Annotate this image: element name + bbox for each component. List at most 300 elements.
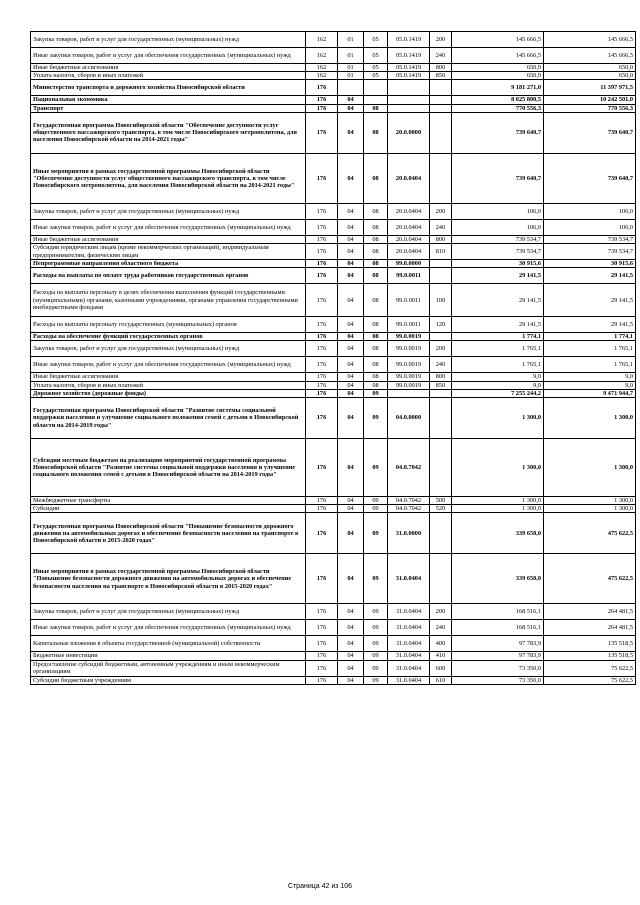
row-expense-type: 410 — [430, 652, 452, 660]
row-name: Закупка товаров, работ и услуг для государственных (муниципальных) нужд — [31, 341, 306, 357]
row-amount-year2: 650,0 — [544, 64, 636, 72]
row-section: 04 — [338, 620, 364, 636]
page-number: Страница 42 из 106 — [287, 883, 353, 890]
row-amount-year1: 73 350,0 — [452, 676, 544, 684]
row-subsection: 05 — [364, 32, 388, 48]
row-subsection — [364, 80, 388, 96]
row-ved: 176 — [306, 554, 338, 604]
row-expense-type: 240 — [430, 219, 452, 235]
row-name: Закупка товаров, работ и услуг для государственных (муниципальных) нужд — [31, 203, 306, 219]
row-amount-year2: 9,0 — [544, 381, 636, 389]
table-row — [31, 333, 636, 341]
row-expense-type — [430, 439, 452, 497]
row-section: 04 — [338, 260, 364, 268]
row-ved: 176 — [306, 357, 338, 373]
table-row — [31, 513, 636, 554]
row-amount-year2: 145 666,5 — [544, 32, 636, 48]
row-expense-type: 600 — [430, 660, 452, 676]
table-row — [31, 80, 636, 96]
table-row — [31, 112, 636, 153]
row-amount-year2: 135 518,5 — [544, 652, 636, 660]
row-expense-type — [430, 260, 452, 268]
table-row — [31, 268, 636, 284]
row-ved: 176 — [306, 513, 338, 554]
row-name: Субсидии — [31, 505, 306, 513]
budget-table-body — [31, 32, 636, 685]
row-section: 04 — [338, 341, 364, 357]
table-row — [31, 398, 636, 439]
row-name: Уплата налогов, сборов и иных платежей — [31, 72, 306, 80]
table-row — [31, 652, 636, 660]
row-name: Закупка товаров, работ и услуг для государственных (муниципальных) нужд — [31, 32, 306, 48]
row-section: 01 — [338, 64, 364, 72]
row-ved: 176 — [306, 80, 338, 96]
row-amount-year1: 29 141,5 — [452, 268, 544, 284]
row-expense-type: 200 — [430, 341, 452, 357]
row-name: Субсидии местным бюджетам на реализацию мероприятий государственной программы Новосибирской области "Развитие системы социальной поддержки населения и улучшение социального положения семей с детьми в Новосибирской области на 2014-2019 годы" — [31, 439, 306, 497]
row-amount-year1: 145 666,5 — [452, 32, 544, 48]
table-row — [31, 96, 636, 104]
row-target-code: 05.0.1419 — [388, 72, 430, 80]
row-amount-year2: 1 765,1 — [544, 357, 636, 373]
row-name: Иные закупки товаров, работ и услуг для обеспечения государственных (муниципальных) нужд — [31, 620, 306, 636]
row-amount-year2: 145 666,5 — [544, 48, 636, 64]
row-amount-year2: 135 518,5 — [544, 636, 636, 652]
row-target-code: 05.0.1419 — [388, 32, 430, 48]
row-expense-type: 610 — [430, 676, 452, 684]
row-section: 04 — [338, 268, 364, 284]
row-section: 04 — [338, 112, 364, 153]
row-target-code: 20.0.0404 — [388, 203, 430, 219]
row-name: Иные бюджетные ассигнования — [31, 373, 306, 381]
row-expense-type — [430, 398, 452, 439]
table-row — [31, 72, 636, 80]
row-amount-year1: 1 300,0 — [452, 505, 544, 513]
row-target-code: 05.0.1419 — [388, 64, 430, 72]
row-subsection: 05 — [364, 64, 388, 72]
row-target-code: 31.0.0404 — [388, 604, 430, 620]
row-subsection: 08 — [364, 357, 388, 373]
row-subsection: 08 — [364, 260, 388, 268]
row-ved: 176 — [306, 284, 338, 317]
row-section: 04 — [338, 203, 364, 219]
row-expense-type: 800 — [430, 235, 452, 243]
row-section: 04 — [338, 284, 364, 317]
row-target-code — [388, 104, 430, 112]
row-amount-year2: 30 915,6 — [544, 260, 636, 268]
row-amount-year2: 29 141,5 — [544, 317, 636, 333]
row-amount-year2: 11 397 971,5 — [544, 80, 636, 96]
row-section: 04 — [338, 676, 364, 684]
row-amount-year2: 739 640,7 — [544, 112, 636, 153]
table-row — [31, 636, 636, 652]
row-amount-year1: 73 350,0 — [452, 660, 544, 676]
row-subsection: 09 — [364, 439, 388, 497]
row-subsection: 08 — [364, 112, 388, 153]
row-expense-type: 200 — [430, 203, 452, 219]
row-target-code — [388, 96, 430, 104]
row-expense-type: 120 — [430, 317, 452, 333]
table-row — [31, 660, 636, 676]
row-expense-type — [430, 333, 452, 341]
row-ved: 176 — [306, 497, 338, 505]
row-ved: 176 — [306, 260, 338, 268]
row-amount-year2: 1 300,0 — [544, 505, 636, 513]
row-amount-year1: 145 666,5 — [452, 48, 544, 64]
row-ved: 176 — [306, 333, 338, 341]
row-amount-year1: 97 783,9 — [452, 636, 544, 652]
row-name: Дорожное хозяйство (дорожные фонды) — [31, 389, 306, 397]
row-amount-year2: 1 300,0 — [544, 398, 636, 439]
row-target-code: 31.0.0404 — [388, 676, 430, 684]
row-amount-year1: 739 640,7 — [452, 153, 544, 203]
row-target-code: 99.0.0011 — [388, 317, 430, 333]
row-expense-type: 240 — [430, 48, 452, 64]
table-row — [31, 373, 636, 381]
row-target-code: 31.0.0000 — [388, 513, 430, 554]
row-ved: 176 — [306, 341, 338, 357]
row-expense-type: 200 — [430, 604, 452, 620]
row-subsection: 08 — [364, 381, 388, 389]
row-amount-year1: 106,0 — [452, 219, 544, 235]
row-amount-year2: 739 534,7 — [544, 235, 636, 243]
row-target-code: 20.0.0404 — [388, 219, 430, 235]
row-target-code: 99.0.0019 — [388, 373, 430, 381]
row-target-code: 04.0.7042 — [388, 439, 430, 497]
row-amount-year2: 75 622,5 — [544, 660, 636, 676]
row-section: 04 — [338, 357, 364, 373]
row-ved: 176 — [306, 381, 338, 389]
row-section: 01 — [338, 72, 364, 80]
row-expense-type — [430, 80, 452, 96]
row-target-code: 99.0.0011 — [388, 268, 430, 284]
row-amount-year2: 9,0 — [544, 373, 636, 381]
row-subsection: 09 — [364, 554, 388, 604]
table-row — [31, 317, 636, 333]
row-amount-year1: 1 765,1 — [452, 357, 544, 373]
row-name: Иные мероприятия в рамках государственной программы Новосибирской области "Повышение безопасности дорожного движения на автомобильных дорогах и обеспечение безопасности населения на транспорте в Новосибирской области в 2015-2020 годах" — [31, 554, 306, 604]
table-row — [31, 32, 636, 48]
table-row — [31, 341, 636, 357]
row-amount-year1: 1 300,0 — [452, 398, 544, 439]
table-row — [31, 203, 636, 219]
row-subsection — [364, 96, 388, 104]
row-target-code: 20.0.0000 — [388, 112, 430, 153]
row-name: Государственная программа Новосибирской области "Повышение безопасности дорожного движения на автомобильных дорогах и обеспечение безопасности населения на транспорте в Новосибирской области в 2015-2020 годах" — [31, 513, 306, 554]
row-amount-year1: 650,0 — [452, 64, 544, 72]
row-amount-year2: 1 300,0 — [544, 497, 636, 505]
row-name: Бюджетные инвестиции — [31, 652, 306, 660]
row-subsection: 09 — [364, 676, 388, 684]
row-target-code: 99.0.0019 — [388, 381, 430, 389]
row-section: 04 — [338, 398, 364, 439]
row-amount-year2: 770 556,3 — [544, 104, 636, 112]
row-subsection: 09 — [364, 620, 388, 636]
row-target-code: 04.0.7042 — [388, 505, 430, 513]
row-target-code: 20.0.0404 — [388, 153, 430, 203]
row-name: Транспорт — [31, 104, 306, 112]
row-target-code: 31.0.0404 — [388, 660, 430, 676]
table-row — [31, 284, 636, 317]
row-amount-year1: 739 534,7 — [452, 244, 544, 260]
row-expense-type — [430, 153, 452, 203]
row-section — [338, 80, 364, 96]
row-section: 04 — [338, 554, 364, 604]
row-ved: 176 — [306, 652, 338, 660]
row-expense-type: 520 — [430, 505, 452, 513]
row-name: Капитальные вложения в объекты государственной (муниципальной) собственности — [31, 636, 306, 652]
row-amount-year2: 739 640,7 — [544, 153, 636, 203]
row-section: 04 — [338, 636, 364, 652]
row-ved: 162 — [306, 32, 338, 48]
row-subsection: 09 — [364, 497, 388, 505]
row-amount-year1: 9,0 — [452, 373, 544, 381]
row-section: 01 — [338, 32, 364, 48]
row-name: Субсидии бюджетным учреждениям — [31, 676, 306, 684]
row-target-code: 31.0.0404 — [388, 652, 430, 660]
row-subsection: 09 — [364, 604, 388, 620]
row-expense-type: 850 — [430, 72, 452, 80]
row-ved: 176 — [306, 505, 338, 513]
row-subsection: 08 — [364, 333, 388, 341]
row-ved: 176 — [306, 203, 338, 219]
row-amount-year1: 1 774,1 — [452, 333, 544, 341]
row-ved: 176 — [306, 398, 338, 439]
row-ved: 176 — [306, 439, 338, 497]
row-section: 04 — [338, 235, 364, 243]
row-name: Непрограммные направления областного бюджета — [31, 260, 306, 268]
row-ved: 176 — [306, 676, 338, 684]
row-amount-year1: 29 141,5 — [452, 284, 544, 317]
row-expense-type: 800 — [430, 373, 452, 381]
table-row — [31, 505, 636, 513]
row-amount-year2: 475 622,5 — [544, 513, 636, 554]
row-ved: 176 — [306, 620, 338, 636]
row-name: Государственная программа Новосибирской области "Обеспечение доступности услуг общественного пассажирского транспорта, в том числе Новосибирского метрополитена, для населения Новосибирской области на 2014-2021 годы" — [31, 112, 306, 153]
row-amount-year2: 739 534,7 — [544, 244, 636, 260]
row-subsection: 05 — [364, 48, 388, 64]
row-expense-type: 500 — [430, 497, 452, 505]
row-expense-type — [430, 104, 452, 112]
row-target-code: 31.0.0404 — [388, 620, 430, 636]
row-section: 04 — [338, 219, 364, 235]
row-target-code: 99.0.0000 — [388, 260, 430, 268]
row-amount-year1: 29 141,5 — [452, 317, 544, 333]
row-amount-year1: 339 650,0 — [452, 513, 544, 554]
row-name: Национальная экономика — [31, 96, 306, 104]
table-row — [31, 381, 636, 389]
row-ved: 176 — [306, 112, 338, 153]
table-row — [31, 104, 636, 112]
row-subsection: 08 — [364, 104, 388, 112]
row-amount-year2: 264 481,5 — [544, 620, 636, 636]
row-expense-type: 200 — [430, 32, 452, 48]
row-amount-year2: 29 141,5 — [544, 268, 636, 284]
row-section: 04 — [338, 317, 364, 333]
row-name: Расходы на выплаты по оплате труда работников государственных органов — [31, 268, 306, 284]
row-name: Расходы на выплаты персоналу государственных (муниципальных) органов — [31, 317, 306, 333]
row-target-code: 04.0.0000 — [388, 398, 430, 439]
row-section: 04 — [338, 497, 364, 505]
row-name: Иные закупки товаров, работ и услуг для обеспечения государственных (муниципальных) нужд — [31, 357, 306, 373]
row-subsection: 08 — [364, 373, 388, 381]
row-ved: 176 — [306, 268, 338, 284]
row-amount-year1: 739 640,7 — [452, 112, 544, 153]
row-amount-year2: 10 242 501,0 — [544, 96, 636, 104]
row-section: 04 — [338, 604, 364, 620]
row-ved: 176 — [306, 660, 338, 676]
table-row — [31, 235, 636, 243]
row-subsection: 08 — [364, 341, 388, 357]
row-amount-year1: 8 025 800,5 — [452, 96, 544, 104]
row-ved: 176 — [306, 235, 338, 243]
row-ved: 176 — [306, 389, 338, 397]
row-ved: 176 — [306, 104, 338, 112]
row-amount-year2: 29 141,5 — [544, 284, 636, 317]
row-expense-type: 850 — [430, 381, 452, 389]
row-section: 04 — [338, 373, 364, 381]
row-amount-year1: 168 516,1 — [452, 620, 544, 636]
row-subsection: 09 — [364, 398, 388, 439]
row-subsection: 08 — [364, 268, 388, 284]
row-subsection: 08 — [364, 244, 388, 260]
row-section: 04 — [338, 505, 364, 513]
row-subsection: 08 — [364, 317, 388, 333]
row-amount-year1: 168 516,1 — [452, 604, 544, 620]
row-target-code: 31.0.0404 — [388, 554, 430, 604]
row-subsection: 09 — [364, 513, 388, 554]
row-subsection: 09 — [364, 652, 388, 660]
row-subsection: 08 — [364, 235, 388, 243]
row-amount-year1: 106,0 — [452, 203, 544, 219]
row-name: Иные мероприятия в рамках государственной программы Новосибирской области "Обеспечение доступности услуг общественного пассажирского транспорта, в том числе Новосибирского метрополитена, для населения Новосибирской области на 2014-2021 годы" — [31, 153, 306, 203]
table-row — [31, 497, 636, 505]
row-section: 04 — [338, 652, 364, 660]
row-target-code: 20.0.0404 — [388, 244, 430, 260]
row-ved: 176 — [306, 317, 338, 333]
row-amount-year1: 770 556,3 — [452, 104, 544, 112]
row-ved: 176 — [306, 96, 338, 104]
table-row — [31, 260, 636, 268]
row-name: Иные бюджетные ассигнования — [31, 235, 306, 243]
row-subsection: 08 — [364, 284, 388, 317]
row-section: 04 — [338, 153, 364, 203]
row-target-code — [388, 389, 430, 397]
row-amount-year1: 30 915,6 — [452, 260, 544, 268]
row-name: Расходы на выплаты персоналу в целях обеспечения выполнения функций государственными (муниципальными) органами, казенными учреждениями, органами управления государственными внебюджетными фондами — [31, 284, 306, 317]
row-target-code: 04.0.7042 — [388, 497, 430, 505]
row-expense-type: 400 — [430, 636, 452, 652]
row-subsection: 09 — [364, 636, 388, 652]
row-name: Субсидии юридическим лицам (кроме некоммерческих организаций), индивидуальным предпринимателям, физическим лицам — [31, 244, 306, 260]
row-subsection: 09 — [364, 505, 388, 513]
row-amount-year2: 106,0 — [544, 203, 636, 219]
row-name: Уплата налогов, сборов и иных платежей — [31, 381, 306, 389]
row-ved: 176 — [306, 636, 338, 652]
table-row — [31, 676, 636, 684]
row-subsection: 09 — [364, 389, 388, 397]
table-row — [31, 153, 636, 203]
row-name: Закупка товаров, работ и услуг для государственных (муниципальных) нужд — [31, 604, 306, 620]
row-ved: 176 — [306, 244, 338, 260]
row-subsection: 05 — [364, 72, 388, 80]
table-row — [31, 64, 636, 72]
row-amount-year1: 650,0 — [452, 72, 544, 80]
row-amount-year1: 1 765,1 — [452, 341, 544, 357]
row-expense-type: 240 — [430, 620, 452, 636]
row-amount-year1: 339 650,0 — [452, 554, 544, 604]
table-row — [31, 620, 636, 636]
row-ved: 176 — [306, 373, 338, 381]
table-row — [31, 604, 636, 620]
row-section: 01 — [338, 48, 364, 64]
row-target-code — [388, 80, 430, 96]
row-target-code: 99.0.0019 — [388, 333, 430, 341]
row-amount-year1: 739 534,7 — [452, 235, 544, 243]
row-ved: 162 — [306, 72, 338, 80]
row-subsection: 09 — [364, 660, 388, 676]
row-name: Предоставление субсидий бюджетным, автономным учреждениям и иным некоммерческим организациям — [31, 660, 306, 676]
row-amount-year1: 7 255 244,2 — [452, 389, 544, 397]
row-name: Иные закупки товаров, работ и услуг для обеспечения государственных (муниципальных) нужд — [31, 48, 306, 64]
row-expense-type — [430, 389, 452, 397]
row-expense-type: 810 — [430, 244, 452, 260]
row-amount-year2: 475 622,5 — [544, 554, 636, 604]
row-target-code: 99.0.0019 — [388, 357, 430, 373]
row-expense-type — [430, 112, 452, 153]
row-name: Министерство транспорта и дорожного хозяйства Новосибирской области — [31, 80, 306, 96]
row-amount-year1: 9,0 — [452, 381, 544, 389]
row-amount-year1: 9 181 271,0 — [452, 80, 544, 96]
row-name: Иные бюджетные ассигнования — [31, 64, 306, 72]
row-subsection: 08 — [364, 219, 388, 235]
row-section: 04 — [338, 96, 364, 104]
table-row — [31, 357, 636, 373]
row-expense-type — [430, 268, 452, 284]
row-ved: 176 — [306, 153, 338, 203]
row-expense-type — [430, 554, 452, 604]
row-section: 04 — [338, 381, 364, 389]
row-target-code: 99.0.0011 — [388, 284, 430, 317]
table-row — [31, 48, 636, 64]
row-target-code: 05.0.1419 — [388, 48, 430, 64]
row-section: 04 — [338, 439, 364, 497]
row-target-code: 31.0.0404 — [388, 636, 430, 652]
budget-table — [30, 31, 636, 685]
table-row — [31, 554, 636, 604]
row-amount-year1: 1 300,0 — [452, 497, 544, 505]
row-amount-year2: 9 471 944,7 — [544, 389, 636, 397]
row-subsection: 08 — [364, 203, 388, 219]
row-name: Государственная программа Новосибирской области "Развитие системы социальной поддержки населения и улучшение социального положения семей с детьми в Новосибирской области на 2014-2019 годы" — [31, 398, 306, 439]
row-expense-type — [430, 513, 452, 554]
row-ved: 176 — [306, 219, 338, 235]
row-expense-type: 240 — [430, 357, 452, 373]
row-name: Иные закупки товаров, работ и услуг для обеспечения государственных (муниципальных) нужд — [31, 219, 306, 235]
table-row — [31, 389, 636, 397]
row-section: 04 — [338, 513, 364, 554]
row-amount-year2: 1 774,1 — [544, 333, 636, 341]
row-name: Расходы на обеспечение функций государственных органов — [31, 333, 306, 341]
row-section: 04 — [338, 333, 364, 341]
row-subsection: 08 — [364, 153, 388, 203]
row-amount-year2: 106,0 — [544, 219, 636, 235]
table-row — [31, 439, 636, 497]
row-amount-year1: 1 300,0 — [452, 439, 544, 497]
row-amount-year1: 97 783,9 — [452, 652, 544, 660]
row-ved: 162 — [306, 48, 338, 64]
table-row — [31, 219, 636, 235]
